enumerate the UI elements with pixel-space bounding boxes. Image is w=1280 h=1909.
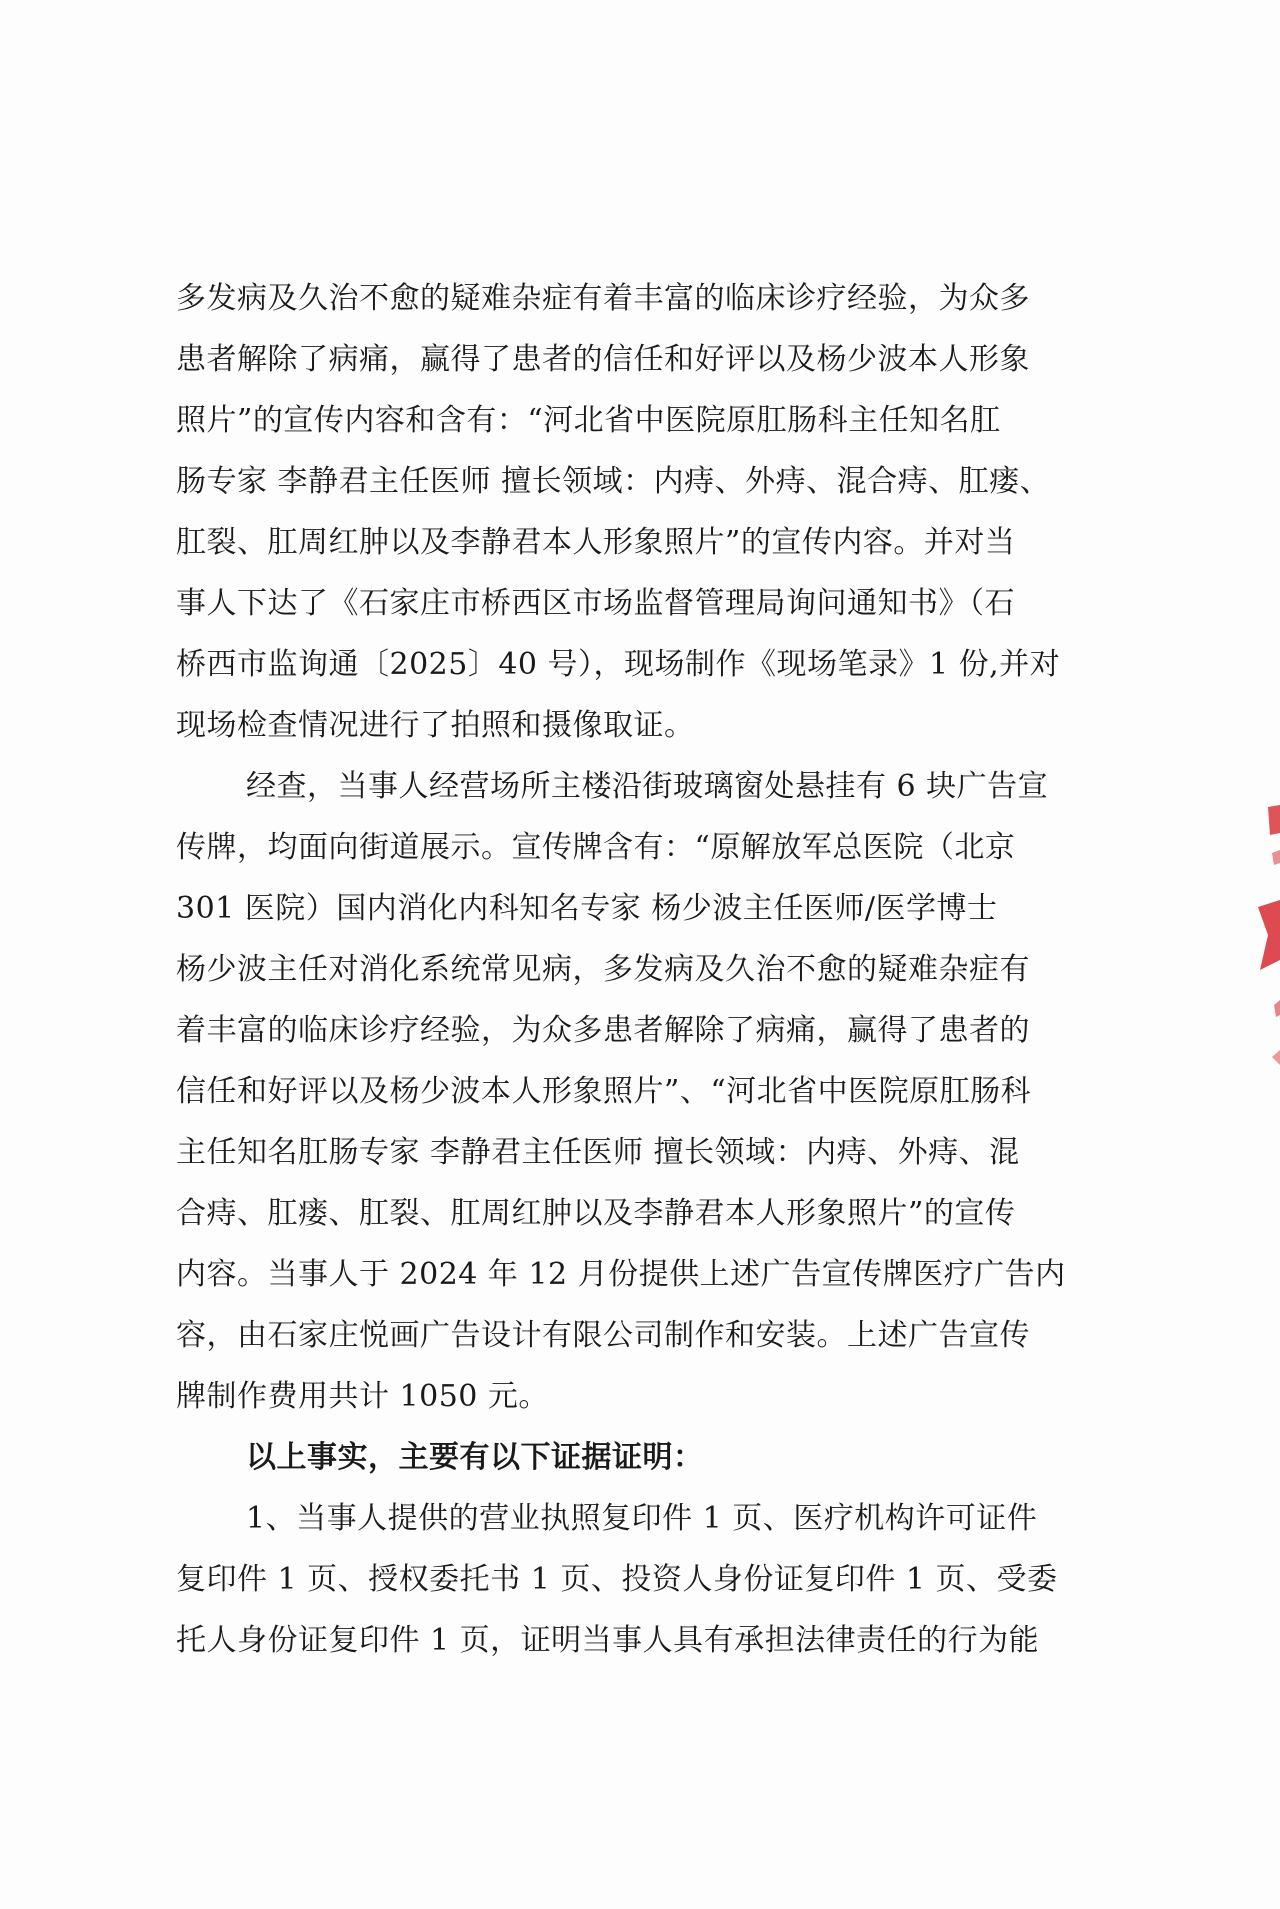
text-line: 照片”的宣传内容和含有：“河北省中医院原肛肠科主任知名肛 xyxy=(176,403,1001,438)
text-line: 肛裂、肛周红肿以及李静君本人形象照片”的宣传内容。并对当 xyxy=(176,525,1016,560)
text-line: 传牌，均面向街道展示。宣传牌含有：“原解放军总医院（北京 xyxy=(176,830,1016,865)
text-line: 肠专家 李静君主任医师 擅长领域：内痔、外痔、混合痔、肛瘘、 xyxy=(176,464,1051,499)
text-line: 301 医院）国内消化内科知名专家 杨少波主任医师/医学博士 xyxy=(176,891,998,926)
text-line: 容，由石家庄悦画广告设计有限公司制作和安装。上述广告宣传 xyxy=(176,1318,1030,1353)
text-line: 事人下达了《石家庄市桥西区市场监督管理局询问通知书》（石 xyxy=(176,586,1015,621)
text-line: 现场检查情况进行了拍照和摄像取证。 xyxy=(176,708,695,743)
text-line: 患者解除了病痛，赢得了患者的信任和好评以及杨少波本人形象 xyxy=(176,342,1030,377)
text-line: 多发病及久治不愈的疑难杂症有着丰富的临床诊疗经验，为众多 xyxy=(176,281,1030,316)
text-line: 经查，当事人经营场所主楼沿街玻璃窗处悬挂有 6 块广告宣 xyxy=(246,769,1049,804)
document-body xyxy=(176,268,1120,1671)
red-seal-fragment xyxy=(1246,795,1280,1085)
text-line: 桥西市监询通〔2025〕40 号），现场制作《现场笔录》1 份,并对 xyxy=(176,647,1061,682)
text-line: 杨少波主任对消化系统常见病，多发病及久治不愈的疑难杂症有 xyxy=(176,952,1030,987)
text-line: 牌制作费用共计 1050 元。 xyxy=(176,1379,549,1414)
text-line: 主任知名肛肠专家 李静君主任医师 擅长领域：内痔、外痔、混 xyxy=(176,1135,1020,1170)
text-line: 内容。当事人于 2024 年 12 月份提供上述广告宣传牌医疗广告内 xyxy=(176,1257,1066,1292)
text-line: 1、当事人提供的营业执照复印件 1 页、医疗机构许可证件 xyxy=(246,1501,1038,1536)
text-line: 以上事实，主要有以下证据证明： xyxy=(246,1440,704,1475)
text-line: 托人身份证复印件 1 页，证明当事人具有承担法律责任的行为能 xyxy=(176,1623,1040,1658)
text-line: 信任和好评以及杨少波本人形象照片”、“河北省中医院原肛肠科 xyxy=(176,1074,1032,1109)
text-line: 着丰富的临床诊疗经验，为众多患者解除了病痛，赢得了患者的 xyxy=(176,1013,1030,1048)
text-line: 合痔、肛瘘、肛裂、肛周红肿以及李静君本人形象照片”的宣传 xyxy=(176,1196,1016,1231)
text-line: 复印件 1 页、授权委托书 1 页、投资人身份证复印件 1 页、受委 xyxy=(176,1562,1058,1597)
